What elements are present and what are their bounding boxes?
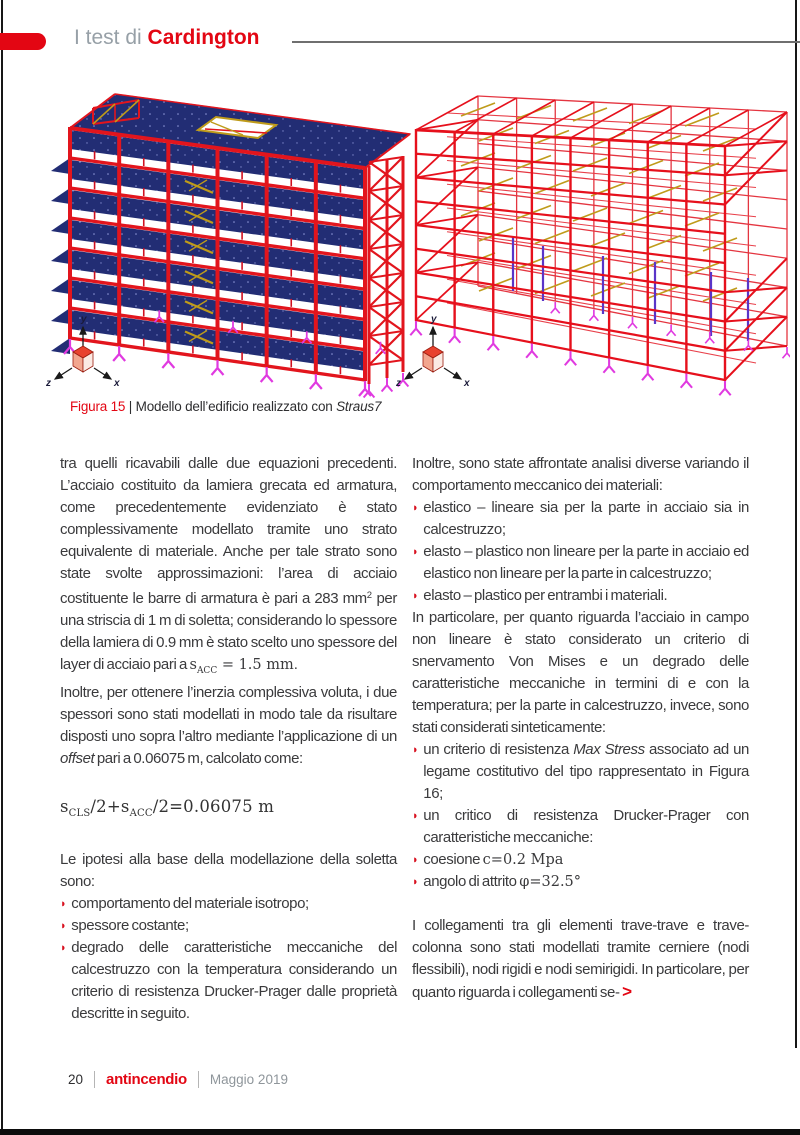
text-segment: /2=0.06075 m: [152, 797, 275, 816]
formula-block: [60, 796, 397, 825]
figure-caption: [70, 399, 381, 414]
bullet-icon: ◗: [60, 942, 67, 954]
text-segment: Inoltre, per ottenere l’inerzia complessiva voluta, i due spessori sono stati modellati in modo tale da risultare disposti uno sopra l’altro mediante l’applicazione di un: [60, 684, 397, 745]
support-icon: [526, 344, 537, 358]
text-segment: per una striscia di 1 m di soletta; considerando lo spessore della lamiera di 0.9 mm è stato scelto uno spessore del layer di acciaio pari a: [60, 590, 397, 673]
page-footer: [68, 1068, 288, 1090]
axis-triad: [395, 314, 470, 389]
bullet-icon: ◗: [412, 744, 419, 756]
text-segment: elasto – plastico per entrambi i materiali.: [423, 587, 668, 604]
text-segment: spessore costante;: [71, 917, 189, 934]
text-segment: Max Stress: [573, 741, 645, 758]
bullet-text: [71, 937, 397, 1025]
text-segment: angolo di attrito: [423, 873, 520, 890]
text-segment: >: [622, 982, 633, 1001]
caption-label: Figura 15: [70, 399, 126, 414]
bullet-item: [412, 585, 749, 607]
footer-divider: [94, 1071, 95, 1088]
text-segment: coesione: [423, 851, 483, 868]
bullet-text: [423, 849, 749, 871]
text-segment: associato ad un legame costitutivo del tipo rappresentato in Figura 16;: [423, 741, 749, 802]
right-column: [412, 453, 749, 1025]
text-segment: ACC: [196, 666, 218, 676]
bullet-text: [423, 739, 749, 805]
text-segment: ACC: [129, 808, 153, 819]
bullet-text: [423, 871, 749, 893]
bullet-item: [412, 739, 749, 805]
text-segment: comportamento del materiale isotropo;: [71, 895, 309, 912]
end-bracing: [416, 112, 787, 380]
axis-label-y: y: [431, 314, 437, 325]
axis-label-y: y: [81, 314, 87, 325]
paragraph: [60, 682, 397, 770]
support-icon: [705, 332, 714, 343]
left-model-figure: [35, 86, 415, 402]
header-title: Cardington: [147, 26, 260, 49]
support-icon: [719, 381, 730, 395]
text-segment: elasto – plastico non lineare per la parte in acciaio ed elastico non lineare per la parte in calcestruzzo;: [423, 543, 749, 582]
bullet-icon: ◗: [412, 876, 419, 888]
paragraph: [412, 453, 749, 497]
bullet-item: [412, 541, 749, 585]
text-segment: .: [293, 656, 298, 673]
paragraph: [60, 453, 397, 682]
text-segment: c=0.2 Mpa: [482, 852, 564, 868]
text-segment: φ=32.5°: [519, 874, 582, 890]
text-segment: Le ipotesi alla base della modellazione della soletta sono:: [60, 851, 397, 890]
bullet-item: [60, 937, 397, 1025]
support-icon: [667, 325, 676, 336]
text-segment: Inoltre, sono state affrontate analisi diverse variando il comportamento meccanico dei materiali:: [412, 455, 749, 494]
page-edge-left: [1, 0, 3, 1135]
support-icon: [410, 321, 421, 335]
page-edge-bottom: [0, 1129, 800, 1135]
header-prefix: I test di: [74, 26, 148, 49]
left-column: [60, 453, 397, 1025]
text-segment: 2: [366, 590, 373, 601]
paragraph-gap: [412, 893, 749, 915]
text-segment: elastico – lineare sia per la parte in acciaio sia in calcestruzzo;: [423, 499, 749, 538]
bullet-item: [412, 871, 749, 893]
bullet-item: [412, 497, 749, 541]
text-segment: I collegamenti tra gli elementi trave-trave e trave-colonna sono stati modellati tramite cerniere (nodi flessibili), nodi rigidi e nodi semirigidi. In particolare, per quanto riguarda i collegamenti se-: [412, 917, 749, 1001]
text-segment: tra quelli ricavabili dalle due equazioni precedenti. L’acciaio costituito da lamiera grecata ed armatura, come precedentemente evidenziato è stato complessivamente modellato tramite uno strato equivalente di materiale. Anche per tale strato sono state svolte approssimazioni: l’area di acciaio costituente le barre di armatura è pari a 283 mm: [60, 455, 397, 607]
bullet-icon: ◗: [412, 502, 419, 514]
bullet-text: [423, 497, 749, 541]
bullet-text: [423, 805, 749, 849]
support-icon: [603, 359, 614, 373]
support-icon: [488, 336, 499, 350]
axis-label-z: z: [396, 378, 401, 389]
paragraph: [412, 607, 749, 739]
bullet-icon: ◗: [60, 898, 67, 910]
bullet-icon: ◗: [412, 546, 419, 558]
text-segment: degrado delle caratteristiche meccaniche del calcestruzzo con la temperatura considerando un criterio di resistenza Drucker-Prager dalle proprietà descritte in seguito.: [71, 939, 397, 1022]
support-icon: [212, 360, 224, 375]
header-red-tab: [0, 33, 46, 50]
bullet-item: [412, 849, 749, 871]
text-segment: CLS: [68, 808, 91, 819]
support-icon: [310, 374, 322, 389]
text-columns: [60, 453, 749, 1025]
page-header: [74, 26, 260, 50]
bullet-item: [412, 805, 749, 849]
support-icon: [565, 351, 576, 365]
front-frame: [416, 129, 725, 381]
support-icon: [589, 310, 598, 321]
text-segment: pari a 0.06075 m, calcolato come:: [94, 750, 303, 767]
text-segment: In particolare, per quanto riguarda l’acciaio in campo non lineare è stato considerato un criterio di snervamento Von Mises e un degrado delle caratteristiche meccaniche in termini di e con la temperatura; per la parte in calcestruzzo, invece, sono stati considerati sinteticamente:: [412, 609, 749, 736]
support-icon: [162, 353, 174, 368]
support-icon: [113, 346, 125, 361]
support-icon: [551, 302, 560, 313]
caption-text: Modello dell’edificio realizzato con: [135, 399, 337, 414]
magazine-name: antincendio: [106, 1070, 187, 1088]
paragraph: [412, 915, 749, 1004]
support-icon: [628, 317, 637, 328]
right-model-figure: [393, 86, 790, 402]
bullet-item: [60, 893, 397, 915]
bullet-text: [423, 585, 749, 607]
text-segment: /2+s: [90, 797, 130, 816]
support-icon: [449, 329, 460, 343]
page-number: 20: [68, 1071, 84, 1087]
axis-label-x: x: [464, 378, 470, 389]
text-segment: un criterio di resistenza: [423, 741, 574, 758]
support-icon: [382, 378, 393, 392]
text-segment: offset: [60, 750, 95, 767]
bullet-icon: ◗: [412, 854, 419, 866]
caption-software: Straus7: [336, 399, 382, 414]
paragraph: [60, 849, 397, 893]
text-segment: un critico di resistenza Drucker-Prager con caratteristiche meccaniche:: [423, 807, 749, 846]
support-icon: [783, 347, 791, 358]
bullet-icon: ◗: [412, 810, 419, 822]
axis-label-z: z: [46, 378, 51, 389]
support-icon: [642, 366, 653, 380]
bullet-text: [71, 915, 397, 937]
text-segment: s: [60, 797, 69, 816]
bullet-text: [423, 541, 749, 585]
support-icon: [681, 374, 692, 388]
bullet-icon: ◗: [60, 920, 67, 932]
text-segment: = 1.5 mm: [217, 657, 294, 673]
bullet-icon: ◗: [412, 590, 419, 602]
text-segment: s: [189, 657, 197, 673]
issue-date: Maggio 2019: [209, 1071, 288, 1087]
footer-divider: [198, 1071, 199, 1088]
bullet-text: [71, 893, 397, 915]
bullet-item: [60, 915, 397, 937]
header-rule: [292, 41, 800, 43]
support-icon: [261, 367, 273, 382]
axis-label-x: x: [114, 378, 120, 389]
caption-separator: |: [125, 399, 136, 414]
page-edge-right: [795, 0, 797, 1048]
